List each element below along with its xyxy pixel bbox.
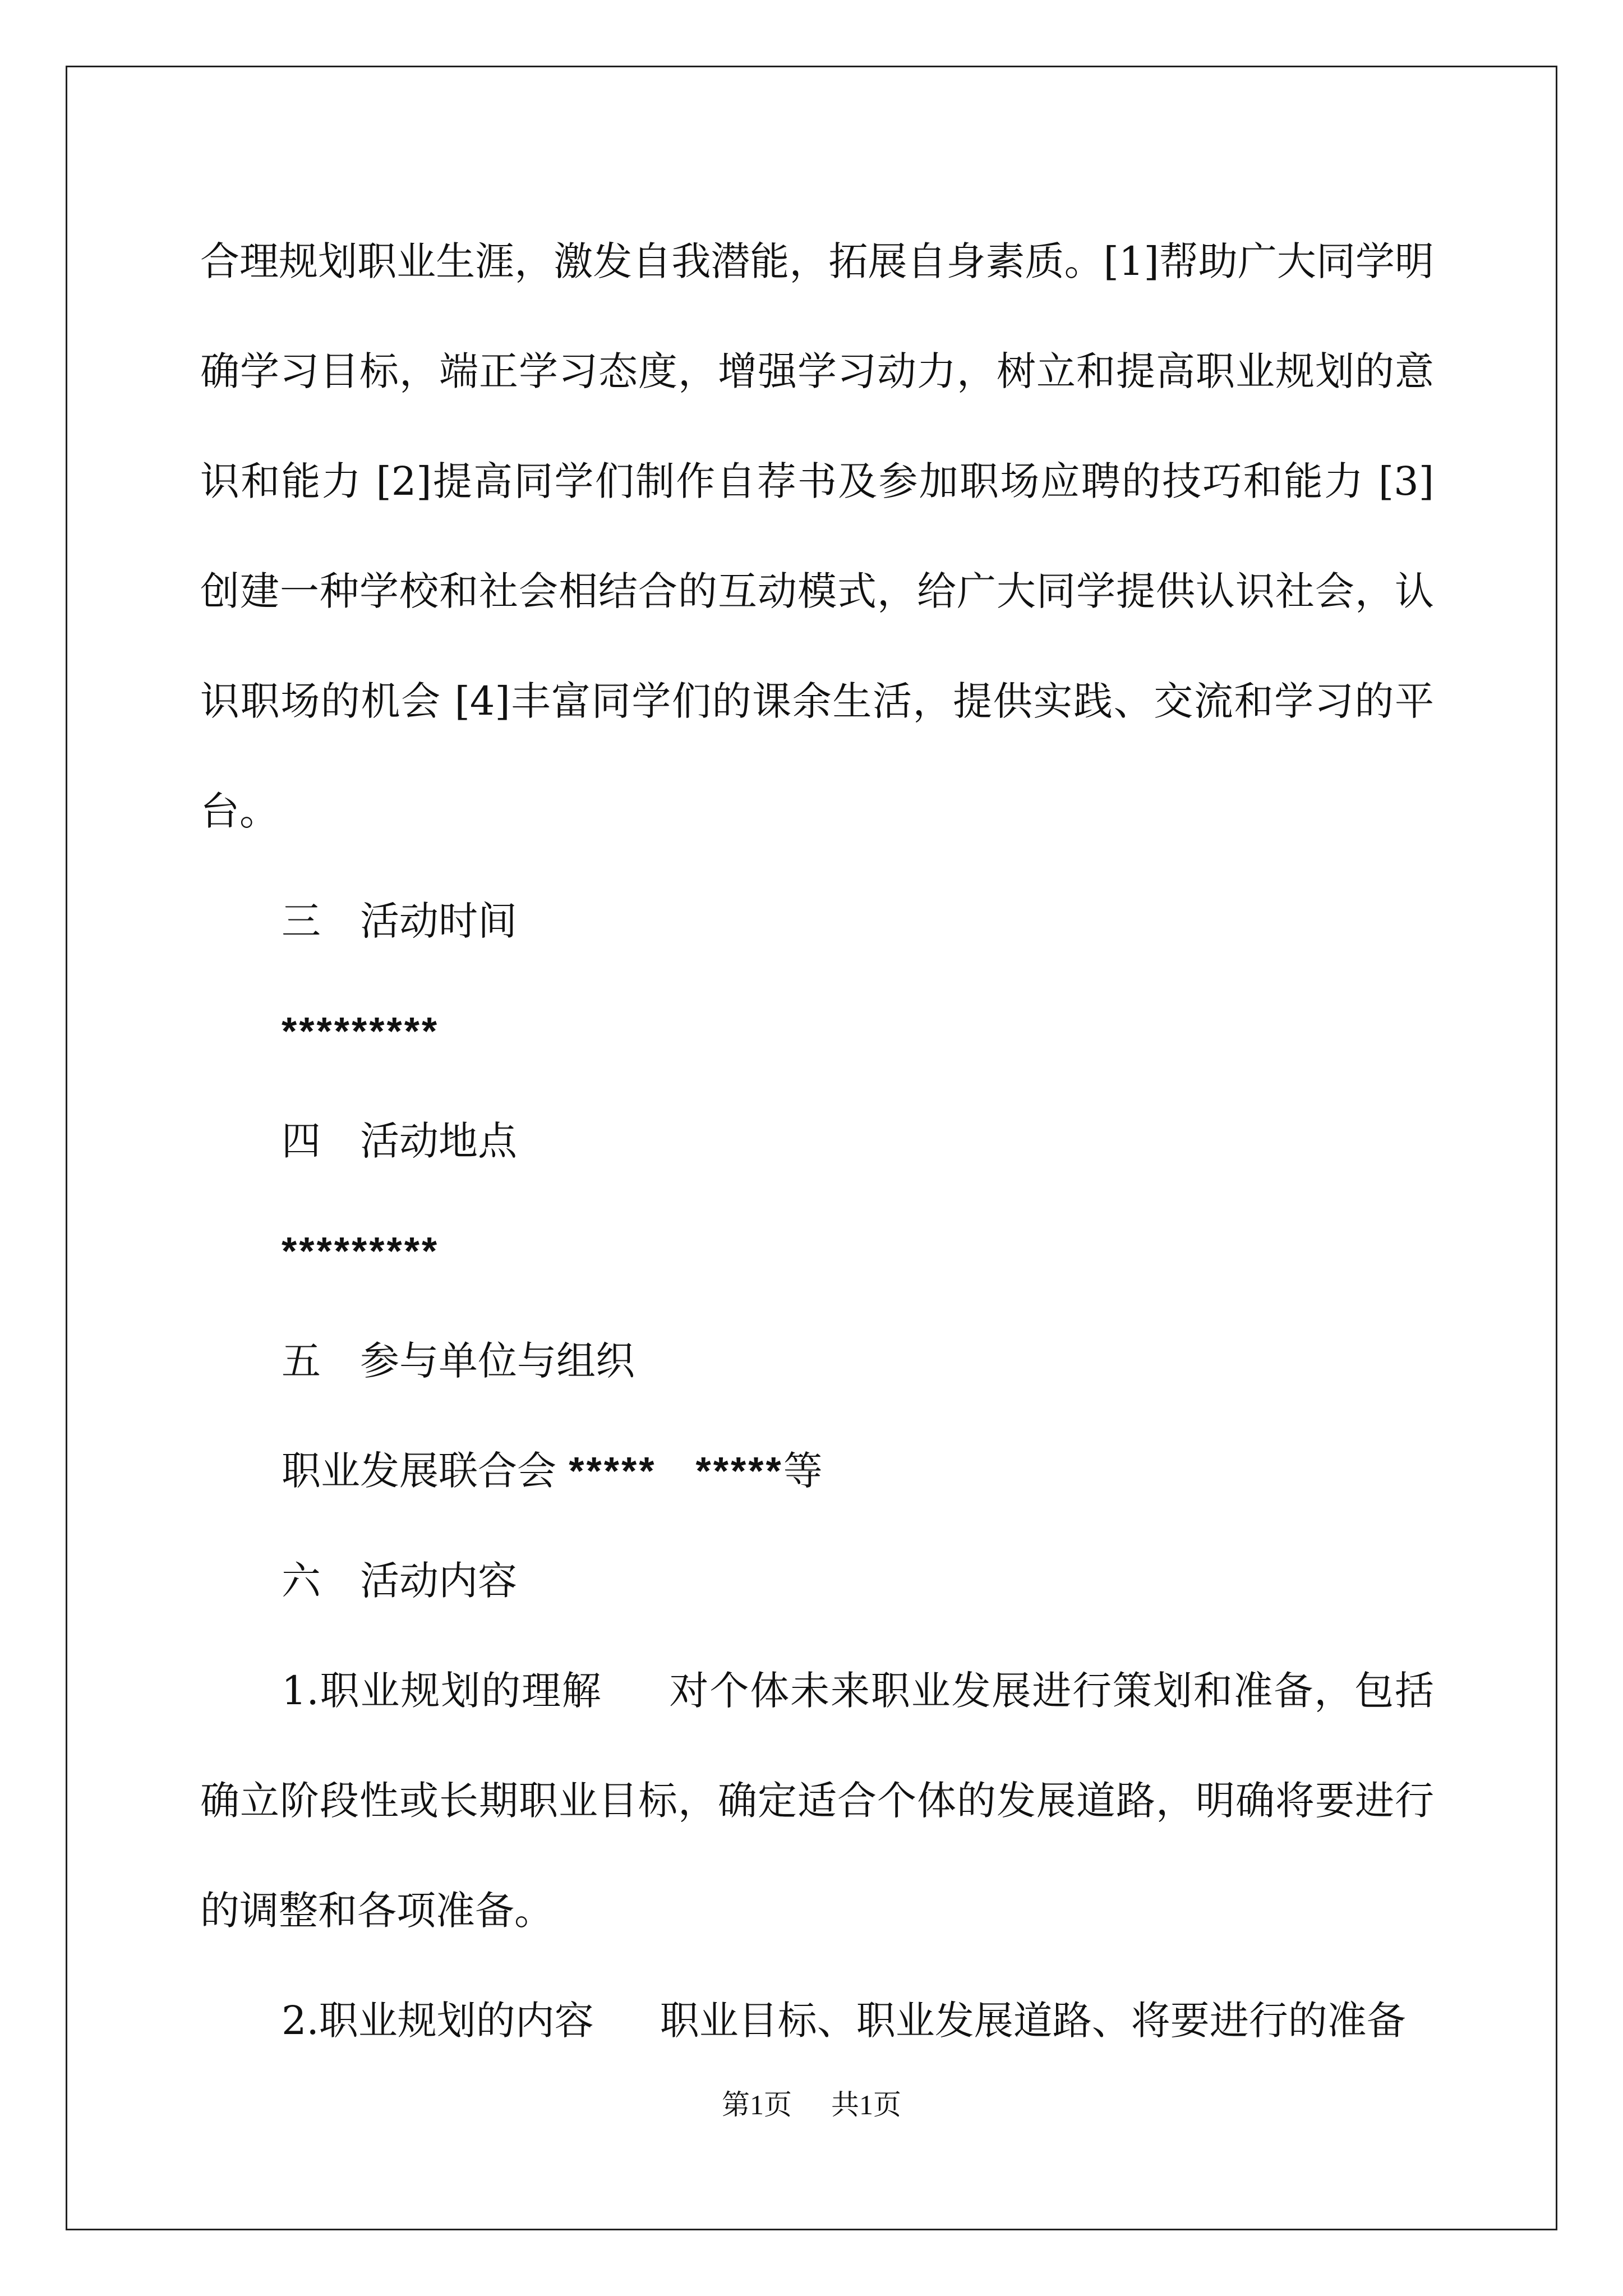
participant-org: 职业发展联合会	[282, 1448, 556, 1494]
section-heading-place	[200, 1086, 1434, 1196]
section-title: 活动内容	[360, 1558, 517, 1604]
item-text: 职业目标、职业发展道路、将要进行的准备	[660, 1998, 1406, 2044]
item-heading: 2.职业规划的内容	[282, 1998, 594, 2044]
place-value: *********	[282, 1229, 440, 1273]
item-text: 对个体未来职业发展进行策划和准备，包括确立阶段性或长期职业目标，确定适合个体的发展道路，明确将要进行的调整和各项准备。	[200, 1668, 1434, 1934]
section-heading-participants	[200, 1306, 1434, 1416]
participant-suffix: 等	[783, 1448, 823, 1494]
participants-line	[200, 1416, 1434, 1526]
document-body	[200, 206, 1434, 2076]
section-title: 活动时间	[360, 898, 517, 944]
section-number: 三	[282, 898, 321, 944]
time-value: *********	[282, 1009, 440, 1053]
page-footer	[0, 2082, 1623, 2123]
intro-paragraph: 合理规划职业生涯，激发自我潜能，拓展自身素质。[1]帮助广大同学明确学习目标，端正学习态度，增强学习动力，树立和提高职业规划的意识和能力 [2]提高同学们制作自荐书及参加职场应聘的技巧和能力 [3]创建一种学校和社会相结合的互动模式，给广大同学提供认识社会，认识职场的机会 [4]丰富同学们的课余生活，提供实践、交流和学习的平台。	[200, 238, 1434, 834]
section-number: 六	[282, 1558, 321, 1604]
page-number: 第1页	[722, 2089, 792, 2120]
section-number: 五	[282, 1338, 321, 1384]
section-heading-time	[200, 866, 1434, 976]
section-heading-content	[200, 1526, 1434, 1636]
content-item-2	[200, 1966, 1434, 2076]
item-heading: 1.职业规划的理解	[282, 1668, 602, 1714]
participant-a: *****	[569, 1449, 657, 1493]
participant-b: *****	[695, 1449, 783, 1493]
section-title: 参与单位与组织	[360, 1338, 635, 1384]
page-total: 共1页	[831, 2089, 901, 2120]
content-item-1	[200, 1636, 1434, 1966]
section-number: 四	[282, 1118, 321, 1164]
section-title: 活动地点	[360, 1118, 517, 1164]
